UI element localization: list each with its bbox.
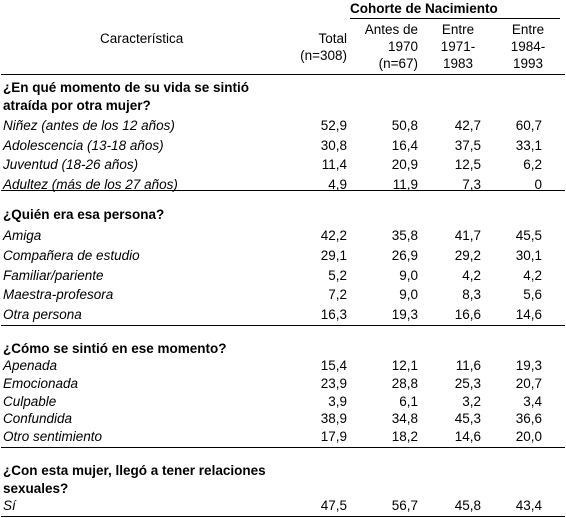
- table-bottom-rule: [1, 516, 565, 517]
- section-rule-3: [1, 447, 565, 448]
- between1971-header-line3: 1983: [442, 56, 474, 71]
- between1971-header-line1: Entre: [441, 22, 475, 37]
- section-title-relations-line1: ¿Con esta mujer, llegó a tener relaciones: [3, 463, 266, 478]
- row-value-col1: 15,4: [320, 358, 347, 373]
- between1984-header: [500, 21, 556, 72]
- section-title-moment-line1: ¿En qué momento de su vida se sintió: [3, 80, 250, 95]
- section-title-person-line1: ¿Quién era esa persona?: [3, 207, 165, 222]
- total-header: [290, 30, 347, 64]
- row-value-col3: 11,6: [455, 358, 481, 373]
- row-value-col2: 56,7: [391, 498, 418, 513]
- row-value-col2: 9,0: [399, 267, 418, 283]
- row-value-col2: 26,9: [391, 247, 418, 263]
- row-value-col1: 4,9: [328, 176, 347, 192]
- row-value-col3: 25,3: [454, 375, 481, 391]
- row-value-col2: 6,1: [399, 393, 418, 409]
- row-value-col4: 19,3: [515, 358, 542, 373]
- row-label: Maestra-profesora: [3, 287, 114, 303]
- row-value-col1: 7,2: [328, 287, 347, 303]
- row-value-col4: 5,6: [523, 287, 542, 303]
- section-title-person: [3, 206, 164, 224]
- row-label: Adultez (más de los 27 años): [3, 176, 178, 192]
- section-title-moment-line2: atraída por otra mujer?: [3, 98, 151, 113]
- row-label: Sí: [3, 498, 16, 513]
- row-value-col3: 29,2: [454, 247, 481, 263]
- section-title-moment: [3, 79, 249, 115]
- row-value-col1: 17,9: [320, 429, 347, 445]
- before1970-header-line1: Antes de: [364, 22, 418, 37]
- row-label: Juventud (18-26 años): [3, 157, 139, 173]
- cohort-header: Cohorte de Nacimiento: [350, 1, 498, 16]
- before1970-header: [355, 21, 418, 72]
- row-value-col3: 45,3: [454, 411, 481, 427]
- between1971-header-line2: 1971-: [440, 39, 476, 54]
- row-value-col4: 20,0: [515, 429, 542, 445]
- row-value-col1: 42,2: [320, 228, 347, 243]
- row-value-col1: 3,9: [328, 393, 347, 409]
- row-value-col1: 30,8: [320, 137, 347, 153]
- row-value-col4: 60,7: [515, 118, 542, 133]
- row-label: Culpable: [3, 393, 57, 409]
- row-value-col3: 37,5: [454, 137, 481, 153]
- row-value-col3: 16,6: [454, 307, 481, 323]
- row-value-col3: 3,2: [462, 393, 481, 409]
- row-value-col3: 4,2: [462, 267, 481, 283]
- row-value-col2: 19,3: [391, 307, 418, 323]
- row-value-col3: 45,8: [454, 498, 481, 513]
- row-label: Familiar/pariente: [3, 267, 104, 283]
- row-value-col1: 11,4: [321, 157, 347, 173]
- row-label: Compañera de estudio: [3, 247, 140, 263]
- row-value-col2: 18,2: [391, 429, 418, 445]
- row-value-col1: 47,5: [320, 498, 347, 513]
- row-label: Apenada: [3, 358, 58, 373]
- row-value-col3: 8,3: [462, 287, 481, 303]
- row-value-col1: 23,9: [320, 375, 347, 391]
- row-value-col2: 34,8: [391, 411, 418, 427]
- row-value-col4: 45,5: [515, 228, 542, 243]
- between1984-header-line1: Entre: [511, 22, 545, 37]
- between1984-header-line2: 1984-: [510, 39, 546, 54]
- row-value-col3: 14,6: [454, 429, 481, 445]
- row-value-col4: 4,2: [523, 267, 542, 283]
- row-value-col2: 35,8: [391, 228, 418, 243]
- row-value-col4: 36,6: [515, 411, 542, 427]
- row-value-col4: 30,1: [515, 247, 542, 263]
- total-header-line2: (n=308): [300, 48, 347, 63]
- row-value-col1: 52,9: [320, 118, 347, 133]
- header-rule: [1, 74, 565, 75]
- row-value-col4: 20,7: [515, 375, 542, 391]
- section-rule-2: [1, 325, 565, 326]
- total-header-line1: Total: [318, 31, 347, 46]
- row-value-col2: 16,4: [391, 137, 418, 153]
- row-value-col1: 5,2: [328, 267, 347, 283]
- row-value-col4: 0: [534, 176, 542, 192]
- row-value-col2: 20,9: [391, 157, 418, 173]
- row-label: Adolescencia (13-18 años): [3, 137, 164, 153]
- section-title-relations: [3, 462, 266, 498]
- row-value-col1: 16,3: [320, 307, 347, 323]
- row-value-col4: 33,1: [515, 137, 542, 153]
- row-label: Otro sentimiento: [3, 429, 103, 445]
- between1984-header-line3: 1993: [512, 56, 544, 71]
- row-value-col4: 6,2: [523, 157, 542, 173]
- row-value-col3: 12,5: [454, 157, 481, 173]
- row-label: Confundida: [3, 411, 73, 427]
- row-value-col2: 28,8: [391, 375, 418, 391]
- row-label: Amiga: [3, 228, 42, 243]
- row-value-col2: 12,1: [391, 358, 418, 373]
- characteristic-header: Característica: [100, 31, 184, 46]
- before1970-header-line2: 1970: [387, 39, 418, 54]
- row-value-col2: 11,9: [392, 176, 418, 192]
- row-value-col4: 3,4: [523, 393, 542, 409]
- row-value-col4: 43,4: [515, 498, 542, 513]
- cohort-underline: [350, 18, 560, 19]
- row-value-col1: 38,9: [320, 411, 347, 427]
- before1970-header-line3: (n=67): [378, 56, 418, 71]
- row-value-col4: 14,6: [515, 307, 542, 323]
- section-title-feeling-line1: ¿Cómo se sintió en ese momento?: [3, 341, 227, 356]
- row-value-col3: 41,7: [454, 228, 481, 243]
- section-title-relations-line2: sexuales?: [3, 481, 69, 496]
- row-label: Niñez (antes de los 12 años): [3, 118, 175, 133]
- between1971-header: [435, 21, 481, 72]
- row-label: Emocionada: [3, 375, 79, 391]
- row-label: Otra persona: [3, 307, 82, 323]
- row-value-col2: 50,8: [391, 118, 418, 133]
- section-title-feeling: [3, 340, 227, 358]
- row-value-col3: 42,7: [454, 118, 481, 133]
- row-value-col3: 7,3: [462, 176, 481, 192]
- row-value-col1: 29,1: [320, 247, 347, 263]
- row-value-col2: 9,0: [399, 287, 418, 303]
